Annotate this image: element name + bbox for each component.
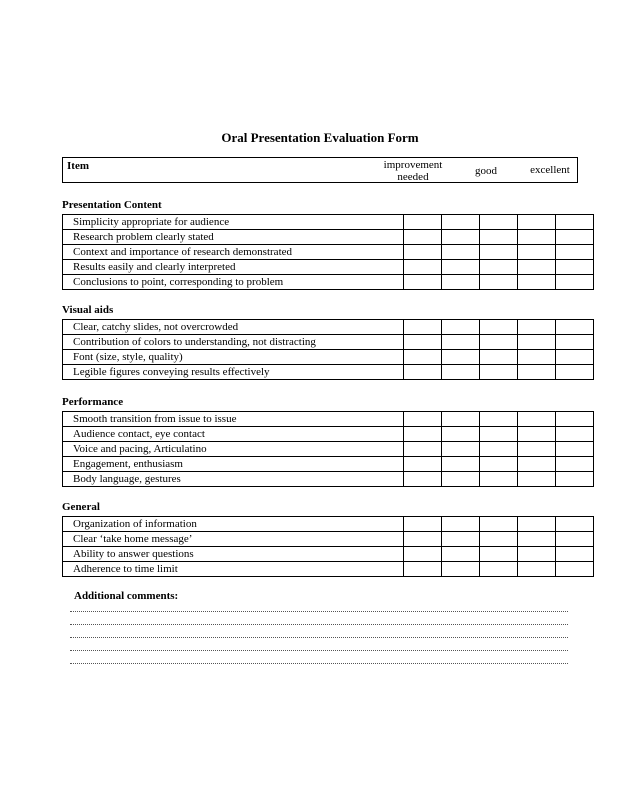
table-row (63, 547, 594, 562)
table-row (63, 365, 594, 380)
rating-cell[interactable] (404, 472, 442, 487)
rating-cell[interactable] (518, 427, 556, 442)
rating-cell[interactable] (556, 562, 594, 577)
criterion-label: Contribution of colors to understanding, not distracting (63, 335, 404, 350)
rating-cell[interactable] (556, 427, 594, 442)
rating-cell[interactable] (442, 260, 480, 275)
rating-cell[interactable] (404, 245, 442, 260)
rating-cell[interactable] (442, 335, 480, 350)
comment-line[interactable] (70, 611, 568, 612)
criterion-label: Clear, catchy slides, not overcrowded (63, 320, 404, 335)
criterion-label: Voice and pacing, Articulatino (63, 442, 404, 457)
rating-cell[interactable] (442, 215, 480, 230)
rating-cell[interactable] (556, 532, 594, 547)
rating-cell[interactable] (556, 517, 594, 532)
section-presentation-content (62, 198, 578, 290)
rating-cell[interactable] (556, 260, 594, 275)
rating-cell[interactable] (404, 215, 442, 230)
rating-cell[interactable] (556, 335, 594, 350)
table-row (63, 562, 594, 577)
rating-cell[interactable] (442, 442, 480, 457)
criterion-label: Research problem clearly stated (63, 230, 404, 245)
rating-cell[interactable] (518, 412, 556, 427)
section-title: Visual aids (62, 304, 114, 316)
rating-cell[interactable] (556, 547, 594, 562)
rating-cell[interactable] (442, 412, 480, 427)
rating-cell[interactable] (480, 275, 518, 290)
rating-cell[interactable] (480, 517, 518, 532)
header-item-label: Item (67, 160, 89, 172)
rating-cell[interactable] (404, 442, 442, 457)
criterion-label: Clear ‘take home message’ (63, 532, 404, 547)
rating-cell[interactable] (518, 532, 556, 547)
rating-cell[interactable] (442, 230, 480, 245)
table-row (63, 472, 594, 487)
section-title: General (62, 501, 100, 513)
rating-cell[interactable] (556, 365, 594, 380)
rating-cell[interactable] (404, 335, 442, 350)
rating-cell[interactable] (480, 320, 518, 335)
comment-line[interactable] (70, 663, 568, 664)
rating-cell[interactable] (404, 412, 442, 427)
rating-cell[interactable] (404, 457, 442, 472)
rating-cell[interactable] (442, 350, 480, 365)
rating-cell[interactable] (518, 230, 556, 245)
rating-cell[interactable] (404, 532, 442, 547)
rating-cell[interactable] (480, 230, 518, 245)
rating-cell[interactable] (556, 215, 594, 230)
rating-cell[interactable] (556, 350, 594, 365)
rating-cell[interactable] (518, 215, 556, 230)
section-general (62, 500, 578, 577)
rating-cell[interactable] (518, 320, 556, 335)
comment-line[interactable] (70, 650, 568, 651)
criterion-label: Adherence to time limit (63, 562, 404, 577)
rating-cell[interactable] (518, 517, 556, 532)
criterion-label: Context and importance of research demonstrated (63, 245, 404, 260)
evaluation-table (62, 319, 594, 380)
rating-cell[interactable] (480, 365, 518, 380)
rating-cell[interactable] (480, 427, 518, 442)
criterion-label: Organization of information (63, 517, 404, 532)
section-title: Presentation Content (62, 199, 162, 211)
table-row (63, 532, 594, 547)
table-row (63, 335, 594, 350)
rating-cell[interactable] (518, 547, 556, 562)
table-row (63, 260, 594, 275)
rating-cell[interactable] (404, 562, 442, 577)
rating-header (62, 157, 578, 183)
rating-cell[interactable] (518, 335, 556, 350)
rating-cell[interactable] (518, 472, 556, 487)
rating-cell[interactable] (556, 412, 594, 427)
rating-cell[interactable] (518, 350, 556, 365)
rating-cell[interactable] (556, 442, 594, 457)
rating-cell[interactable] (480, 442, 518, 457)
rating-cell[interactable] (442, 547, 480, 562)
table-row (63, 215, 594, 230)
evaluation-table (62, 516, 594, 577)
rating-cell[interactable] (404, 230, 442, 245)
rating-cell[interactable] (518, 260, 556, 275)
table-row (63, 350, 594, 365)
rating-cell[interactable] (480, 260, 518, 275)
header-good: good (475, 165, 497, 177)
rating-cell[interactable] (442, 320, 480, 335)
table-row (63, 412, 594, 427)
rating-cell[interactable] (404, 320, 442, 335)
rating-cell[interactable] (404, 517, 442, 532)
section-title: Performance (62, 396, 124, 408)
criterion-label: Font (size, style, quality) (63, 350, 404, 365)
rating-cell[interactable] (480, 457, 518, 472)
header-excellent: excellent (530, 164, 570, 176)
section-visual-aids (62, 303, 578, 380)
comment-line[interactable] (70, 637, 568, 638)
table-row (63, 442, 594, 457)
criterion-label: Simplicity appropriate for audience (63, 215, 404, 230)
table-row (63, 457, 594, 472)
comment-line[interactable] (70, 624, 568, 625)
header-improvement-needed: improvement needed (383, 159, 443, 183)
rating-cell[interactable] (442, 532, 480, 547)
table-row (63, 427, 594, 442)
rating-cell[interactable] (442, 365, 480, 380)
table-row (63, 275, 594, 290)
rating-cell[interactable] (480, 335, 518, 350)
criterion-label: Ability to answer questions (63, 547, 404, 562)
rating-cell[interactable] (442, 245, 480, 260)
rating-cell[interactable] (556, 472, 594, 487)
evaluation-table (62, 411, 594, 487)
rating-cell[interactable] (518, 365, 556, 380)
criterion-label: Results easily and clearly interpreted (63, 260, 404, 275)
criterion-label: Engagement, enthusiasm (63, 457, 404, 472)
rating-cell[interactable] (404, 365, 442, 380)
criterion-label: Audience contact, eye contact (63, 427, 404, 442)
rating-cell[interactable] (556, 320, 594, 335)
rating-cell[interactable] (518, 245, 556, 260)
criterion-label: Smooth transition from issue to issue (63, 412, 404, 427)
rating-cell[interactable] (518, 562, 556, 577)
evaluation-table (62, 214, 594, 290)
rating-cell[interactable] (442, 457, 480, 472)
rating-cell[interactable] (480, 532, 518, 547)
rating-cell[interactable] (442, 427, 480, 442)
table-row (63, 230, 594, 245)
rating-cell[interactable] (518, 442, 556, 457)
section-performance (62, 395, 578, 487)
criterion-label: Conclusions to point, corresponding to problem (63, 275, 404, 290)
rating-cell[interactable] (556, 230, 594, 245)
criterion-label: Body language, gestures (63, 472, 404, 487)
rating-cell[interactable] (480, 350, 518, 365)
rating-cell[interactable] (518, 275, 556, 290)
additional-comments-label: Additional comments: (74, 590, 179, 602)
rating-cell[interactable] (442, 562, 480, 577)
table-row (63, 245, 594, 260)
rating-cell[interactable] (404, 350, 442, 365)
rating-cell[interactable] (480, 547, 518, 562)
rating-cell[interactable] (556, 457, 594, 472)
rating-cell[interactable] (404, 547, 442, 562)
rating-cell[interactable] (442, 472, 480, 487)
rating-cell[interactable] (480, 472, 518, 487)
rating-cell[interactable] (518, 457, 556, 472)
rating-cell[interactable] (480, 412, 518, 427)
rating-cell[interactable] (556, 275, 594, 290)
table-row (63, 320, 594, 335)
rating-cell[interactable] (480, 562, 518, 577)
page-title: Oral Presentation Evaluation Form (221, 130, 419, 145)
rating-cell[interactable] (556, 245, 594, 260)
rating-cell[interactable] (404, 260, 442, 275)
rating-cell[interactable] (404, 275, 442, 290)
table-row (63, 517, 594, 532)
rating-cell[interactable] (442, 275, 480, 290)
rating-cell[interactable] (480, 245, 518, 260)
rating-cell[interactable] (442, 517, 480, 532)
criterion-label: Legible figures conveying results effectively (63, 365, 404, 380)
rating-cell[interactable] (480, 215, 518, 230)
rating-cell[interactable] (404, 427, 442, 442)
